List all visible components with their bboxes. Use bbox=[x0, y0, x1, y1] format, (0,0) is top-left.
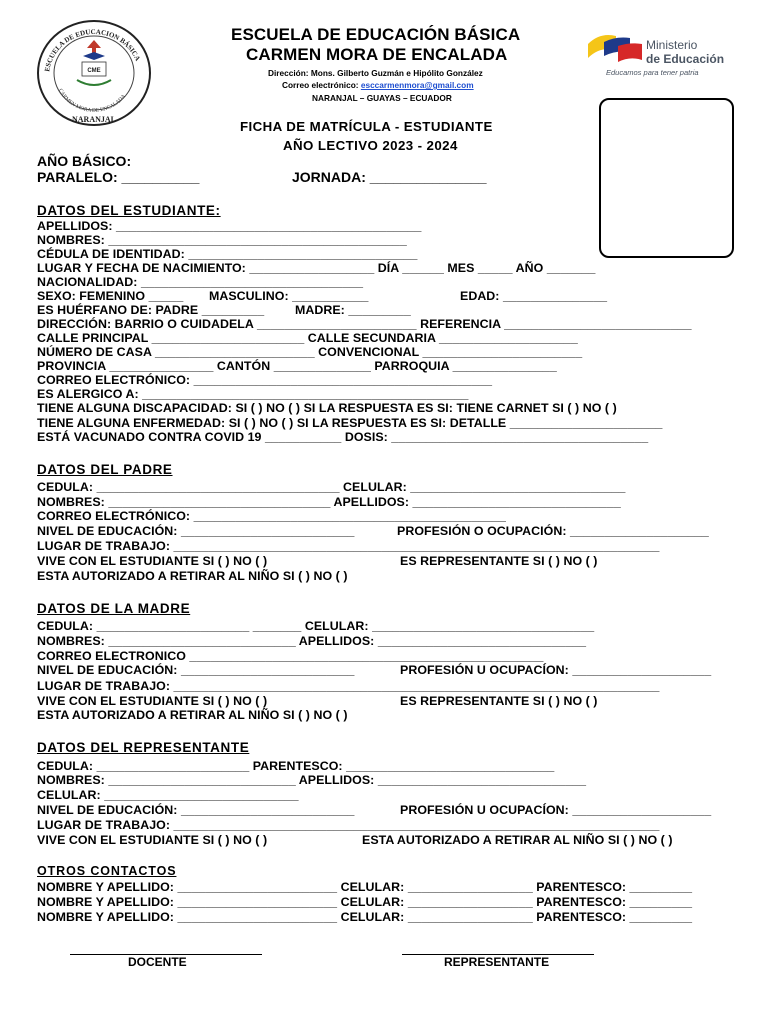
madre-nombres[interactable]: NOMBRES: ___________________________ APELLIDOS: ______________________________ bbox=[37, 634, 587, 648]
field-discapacidad[interactable]: TIENE ALGUNA DISCAPACIDAD: SI ( ) NO ( ) SI LA RESPUESTA ES SI: TIENE CARNET SI ( ) NO ( ) bbox=[37, 401, 617, 415]
field-correo[interactable]: CORREO ELECTRÓNICO: ___________________________________________ bbox=[37, 373, 493, 387]
ano-basico-field[interactable]: AÑO BÁSICO: bbox=[37, 153, 132, 169]
field-alergico[interactable]: ES ALERGICO A: _______________________________________________ bbox=[37, 387, 469, 401]
field-edad[interactable]: EDAD: _______________ bbox=[460, 289, 608, 303]
school-email-label: Correo electrónico: bbox=[282, 80, 361, 90]
field-calles[interactable]: CALLE PRINCIPAL ______________________ CALLE SECUNDARIA ____________________ bbox=[37, 331, 578, 345]
section-madre: DATOS DE LA MADRE bbox=[37, 601, 191, 616]
field-apellidos[interactable]: APELLIDOS: ____________________________________________ bbox=[37, 219, 422, 233]
photo-box[interactable] bbox=[599, 98, 734, 258]
madre-autorizado[interactable]: ESTA AUTORIZADO A RETIRAR AL NIÑO SI ( ) NO ( ) bbox=[37, 708, 348, 722]
field-covid[interactable]: ESTÁ VACUNADO CONTRA COVID 19 ___________ DOSIS: _____________________________________ bbox=[37, 430, 649, 444]
svg-text:CME: CME bbox=[87, 68, 101, 74]
school-seal bbox=[35, 18, 153, 128]
docente-label: DOCENTE bbox=[128, 955, 187, 969]
padre-autorizado[interactable]: ESTA AUTORIZADO A RETIRAR AL NIÑO SI ( ) NO ( ) bbox=[37, 569, 348, 583]
ministry-line2: de Educación bbox=[646, 52, 725, 66]
rep-cedula[interactable]: CEDULA: ______________________ PARENTESCO: ______________________________ bbox=[37, 759, 555, 773]
ministry-line1: Ministerio bbox=[646, 38, 698, 52]
rep-celular[interactable]: CELULAR: ____________________________ bbox=[37, 788, 299, 802]
contacto-2[interactable]: NOMBRE Y APELLIDO: _______________________ CELULAR: __________________ PARENTESCO: _________ bbox=[37, 895, 693, 909]
padre-trabajo[interactable]: LUGAR DE TRABAJO: ______________________________________________________________________ bbox=[37, 539, 660, 553]
svg-text:NARANJAL: NARANJAL bbox=[72, 115, 116, 124]
representante-label: REPRESENTANTE bbox=[444, 955, 550, 969]
field-provincia[interactable]: PROVINCIA _______________ CANTÓN ______________ PARROQUIA _______________ bbox=[37, 359, 557, 373]
padre-nivel[interactable]: NIVEL DE EDUCACIÓN: _________________________ bbox=[37, 524, 355, 538]
madre-nivel[interactable]: NIVEL DE EDUCACIÓN: _________________________ bbox=[37, 663, 355, 677]
padre-profesion[interactable]: PROFESIÓN O OCUPACIÓN: ____________________ bbox=[397, 524, 709, 538]
school-seal-icon bbox=[35, 18, 153, 128]
svg-text:ESCUELA DE EDUCACION BÁSICA: ESCUELA DE EDUCACION BÁSICA bbox=[43, 27, 142, 73]
field-sexo-femenino[interactable]: SEXO: FEMENINO _____ bbox=[37, 289, 184, 303]
rep-trabajo[interactable]: LUGAR DE TRABAJO: ______________________________________________________________________ bbox=[37, 818, 660, 832]
section-padre: DATOS DEL PADRE bbox=[37, 462, 173, 477]
field-numero-casa[interactable]: NÚMERO DE CASA _______________________ CONVENCIONAL _______________________ bbox=[37, 345, 583, 359]
school-location: NARANJAL – GUAYAS – ECUADOR bbox=[312, 93, 452, 103]
rep-profesion[interactable]: PROFESIÓN U OCUPACÍON: ____________________ bbox=[400, 803, 712, 817]
field-nombres[interactable]: NOMBRES: ___________________________________________ bbox=[37, 233, 407, 247]
field-cedula[interactable]: CÉDULA DE IDENTIDAD: _________________________________ bbox=[37, 247, 418, 261]
section-estudiante: DATOS DEL ESTUDIANTE: bbox=[37, 203, 221, 218]
section-otros-contactos: OTROS CONTACTOS bbox=[37, 864, 177, 878]
contacto-1[interactable]: NOMBRE Y APELLIDO: _______________________ CELULAR: __________________ PARENTESCO: _________ bbox=[37, 880, 693, 894]
ecuador-flag-icon bbox=[586, 30, 644, 64]
padre-nombres[interactable]: NOMBRES: ________________________________ APELLIDOS: ______________________________ bbox=[37, 495, 621, 509]
ministry-tagline: Educamos para tener patria bbox=[606, 68, 699, 77]
jornada-field[interactable]: JORNADA: _______________ bbox=[292, 169, 487, 185]
field-huerfano-madre[interactable]: MADRE: _________ bbox=[295, 303, 411, 317]
school-email-link[interactable]: esccarmenmora@gmail.com bbox=[360, 80, 474, 90]
field-huerfano-padre[interactable]: ES HUÉRFANO DE: PADRE _________ bbox=[37, 303, 265, 317]
rep-nombres[interactable]: NOMBRES: ___________________________ APELLIDOS: ______________________________ bbox=[37, 773, 587, 787]
field-sexo-masculino[interactable]: MASCULINO: ___________ bbox=[209, 289, 369, 303]
school-name-line1: ESCUELA DE EDUCACIÓN BÁSICA bbox=[231, 25, 521, 44]
form-title: FICHA DE MATRÍCULA - ESTUDIANTE bbox=[240, 119, 493, 134]
rep-vive[interactable]: VIVE CON EL ESTUDIANTE SI ( ) NO ( ) bbox=[37, 833, 268, 847]
contacto-3[interactable]: NOMBRE Y APELLIDO: _______________________ CELULAR: __________________ PARENTESCO: _________ bbox=[37, 910, 693, 924]
madre-trabajo[interactable]: LUGAR DE TRABAJO: ______________________________________________________________________ bbox=[37, 679, 660, 693]
madre-profesion[interactable]: PROFESIÓN U OCUPACÍON: ____________________ bbox=[400, 663, 712, 677]
padre-correo[interactable]: CORREO ELECTRÓNICO: _____________________________________________ bbox=[37, 509, 506, 523]
rep-autorizado[interactable]: ESTA AUTORIZADO A RETIRAR AL NIÑO SI ( ) NO ( ) bbox=[362, 833, 673, 847]
field-nacimiento[interactable]: LUGAR Y FECHA DE NACIMIENTO: __________________ DÍA ______ MES _____ AÑO _______ bbox=[37, 261, 596, 275]
rep-nivel[interactable]: NIVEL DE EDUCACIÓN: _________________________ bbox=[37, 803, 355, 817]
svg-text:CARMEN MORA DE ENCALADA: CARMEN MORA DE ENCALADA bbox=[57, 87, 128, 114]
ministry-logo bbox=[586, 28, 746, 80]
padre-cedula[interactable]: CEDULA: ___________________________________ CELULAR: _______________________________ bbox=[37, 480, 626, 494]
padre-representante[interactable]: ES REPRESENTANTE SI ( ) NO ( ) bbox=[400, 554, 598, 568]
madre-cedula[interactable]: CEDULA: ______________________ _______ CELULAR: ________________________________ bbox=[37, 619, 595, 633]
field-nacionalidad[interactable]: NACIONALIDAD: ________________________________ bbox=[37, 275, 364, 289]
field-enfermedad[interactable]: TIENE ALGUNA ENFERMEDAD: SI ( ) NO ( ) SI LA RESPUESTA ES SI: DETALLE ______________________ bbox=[37, 416, 663, 430]
madre-correo[interactable]: CORREO ELECTRONICO ___________________________________________________ bbox=[37, 649, 544, 663]
section-representante: DATOS DEL REPRESENTANTE bbox=[37, 740, 250, 755]
madre-representante[interactable]: ES REPRESENTANTE SI ( ) NO ( ) bbox=[400, 694, 598, 708]
paralelo-field[interactable]: PARALELO: __________ bbox=[37, 169, 200, 185]
padre-vive[interactable]: VIVE CON EL ESTUDIANTE SI ( ) NO ( ) bbox=[37, 554, 268, 568]
field-direccion[interactable]: DIRECCIÓN: BARRIO O CUIDADELA _______________________ REFERENCIA ___________________________ bbox=[37, 317, 692, 331]
school-direction: Dirección: Mons. Gilberto Guzmán e Hipólito González bbox=[268, 68, 483, 78]
school-year: AÑO LECTIVO 2023 - 2024 bbox=[283, 138, 458, 153]
madre-vive[interactable]: VIVE CON EL ESTUDIANTE SI ( ) NO ( ) bbox=[37, 694, 268, 708]
school-email-row bbox=[282, 80, 474, 90]
school-name-line2: CARMEN MORA DE ENCALADA bbox=[246, 45, 508, 64]
